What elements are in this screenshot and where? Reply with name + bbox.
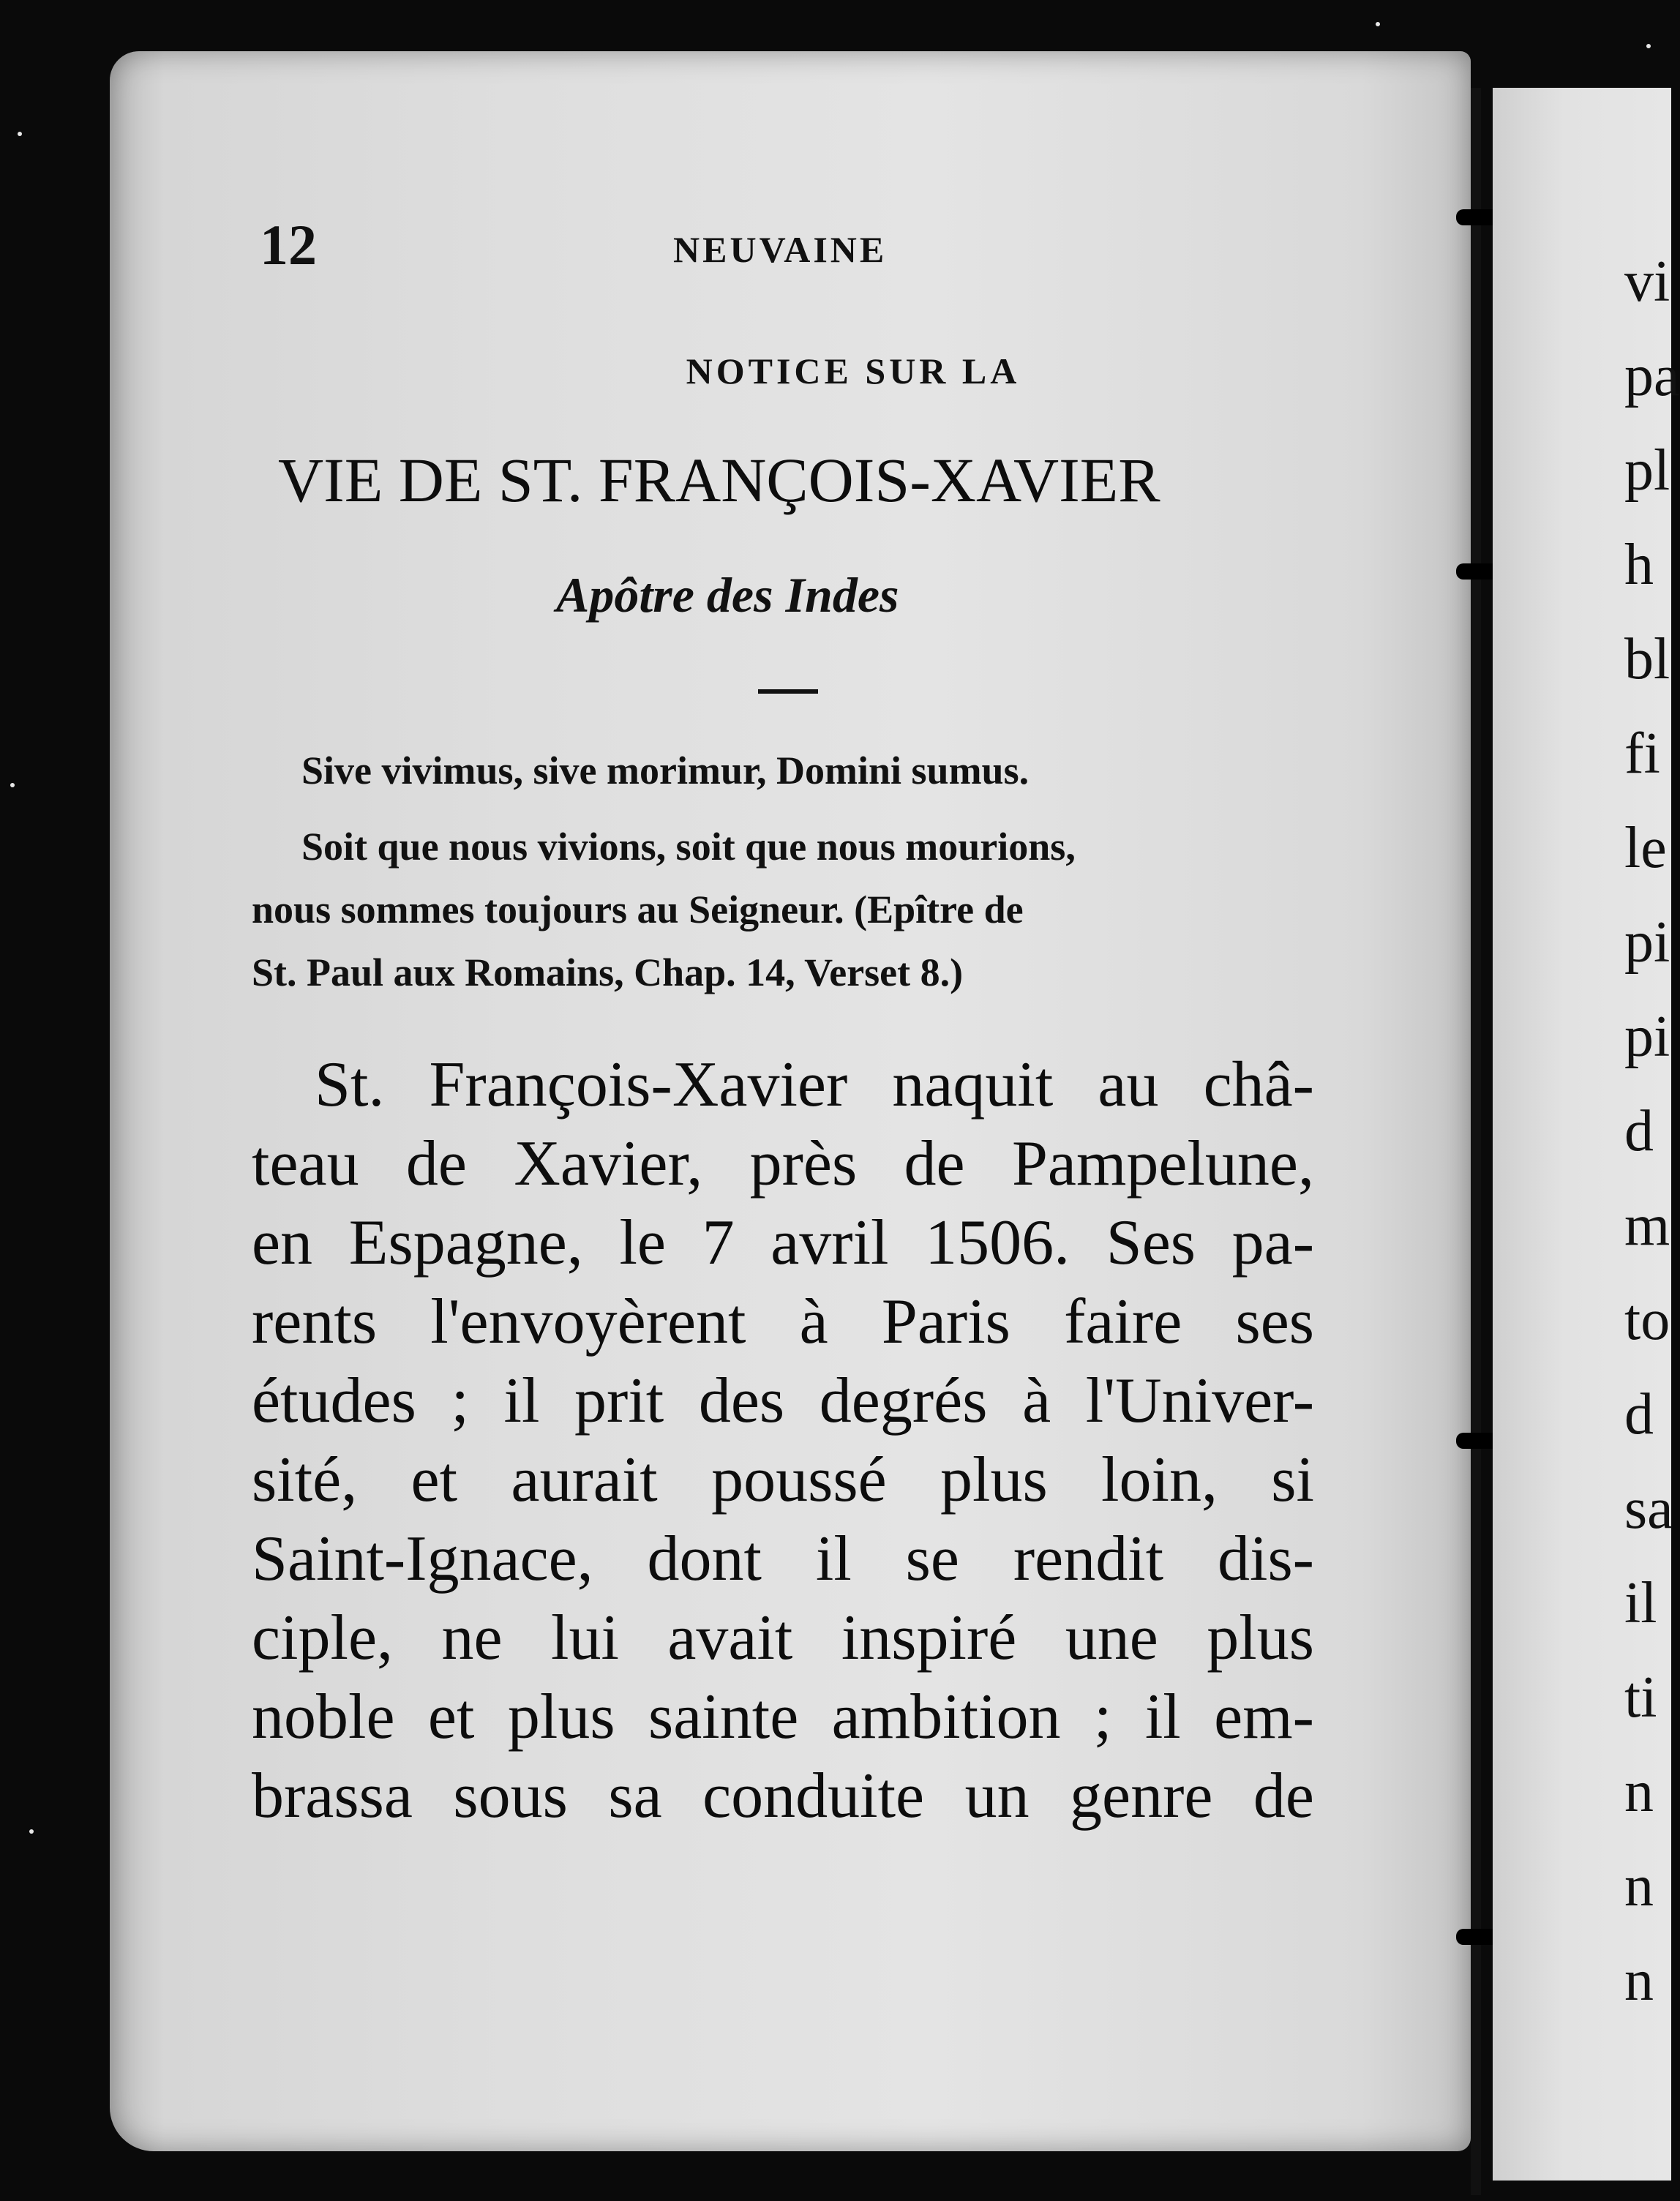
right-page-line: pi [1624,1005,1670,1069]
body-line: rents l'envoyèrent à Paris faire ses [252,1286,1314,1357]
right-page-line: sa [1624,1477,1673,1541]
right-page-line: bl [1624,627,1670,691]
book-spine [1471,88,1481,2195]
body-line: en Espagne, le 7 avril 1506. Ses pa- [252,1207,1314,1278]
chapter-subtitle: Apôtre des Indes [556,567,899,623]
notice-heading: NOTICE SUR LA [686,350,1021,391]
right-page-line: n [1624,1949,1654,2013]
right-page [1493,88,1680,2181]
film-speck [29,1829,34,1834]
film-speck [1376,22,1380,26]
running-head: NEUVAINE [673,229,888,270]
body-line: St. François-Xavier naquit au châ- [315,1049,1314,1120]
right-page-line: le [1624,816,1667,880]
body-line: sité, et aurait poussé plus loin, si [252,1444,1314,1515]
right-page-line: vi [1624,250,1670,314]
right-page-line: pl [1624,438,1670,503]
right-page-line: h [1624,533,1654,597]
page-number: 12 [260,213,317,277]
right-page-line: pi [1624,910,1670,975]
body-line: Saint-Ignace, dont il se rendit dis- [252,1523,1314,1594]
film-speck [10,783,15,787]
chapter-title: VIE DE ST. FRANÇOIS-XAVIER [278,445,1160,515]
body-line: brassa sous sa conduite un genre de [252,1761,1314,1831]
right-page-line: to [1624,1288,1670,1352]
film-speck [1646,44,1651,48]
body-line: études ; il prit des degrés à l'Univer- [252,1365,1314,1436]
right-page-line: pa [1624,344,1680,408]
epigraph-latin: Sive vivimus, sive morimur, Domini sumus. [301,749,1030,792]
right-page-line: n [1624,1854,1654,1919]
body-line: noble et plus sainte ambition ; il em- [252,1681,1314,1752]
right-page-line: n [1624,1760,1654,1824]
body-line: ciple, ne lui avait inspiré une plus [252,1602,1314,1673]
right-page-line: ti [1624,1665,1657,1730]
right-page-line: d [1624,1382,1654,1447]
epigraph-french-line: St. Paul aux Romains, Chap. 14, Verset 8.) [252,950,964,994]
film-speck [18,132,22,136]
right-page-line: d [1624,1099,1654,1163]
right-page-line: il [1624,1571,1657,1635]
body-line: teau de Xavier, près de Pampelune, [252,1128,1314,1199]
epigraph-french-line: nous sommes toujours au Seigneur. (Epître de [252,888,1024,931]
right-page-line: fi [1624,721,1660,786]
epigraph-french-line: Soit que nous vivions, soit que nous mourions, [301,825,1076,869]
title-divider [758,689,818,694]
right-page-line: m [1624,1193,1670,1258]
